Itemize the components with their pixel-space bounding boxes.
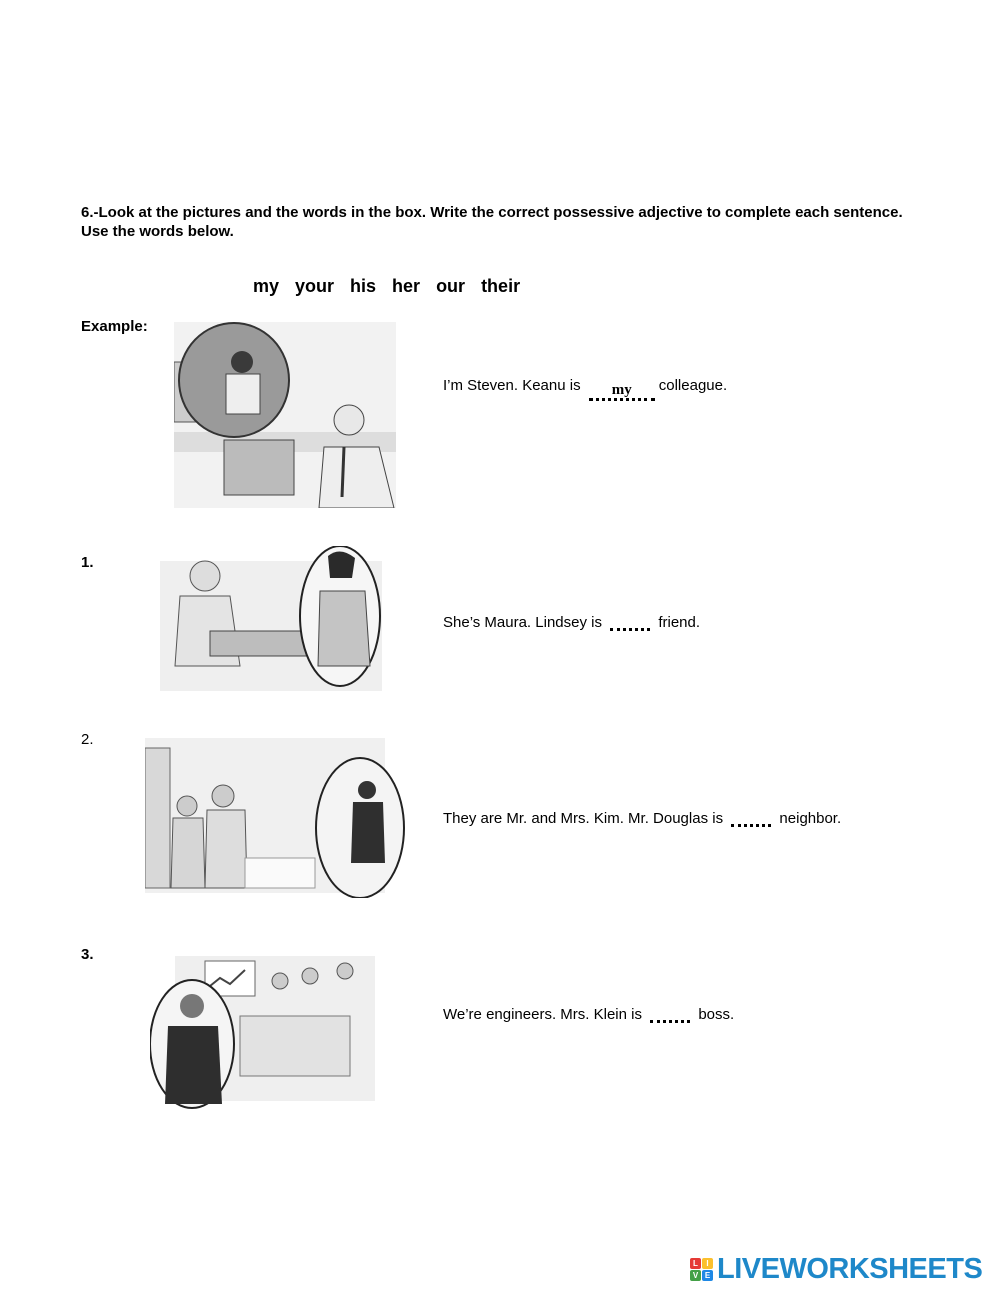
instructions: 6.-Look at the pictures and the words in the box. Write the correct possessive adjective to complete each sentence. Use the words below. (81, 204, 903, 240)
word-bank-item: their (481, 276, 521, 296)
item-label: 1. (81, 554, 94, 571)
word-bank (253, 276, 536, 297)
logo-text: LIVEWORKSHEETS (717, 1252, 983, 1285)
item-2-picture (145, 738, 411, 898)
sentence-text: boss. (698, 1006, 735, 1023)
answer-input[interactable] (731, 808, 771, 827)
word-bank-item: his (350, 276, 377, 296)
example-sentence (443, 377, 727, 401)
logo-icon: L I V E (690, 1258, 713, 1281)
word-bank-item: her (392, 276, 421, 296)
example-picture (174, 322, 396, 508)
answer-input[interactable] (610, 612, 650, 631)
example-label: Example: (81, 318, 148, 335)
answer-blank: my (589, 382, 655, 401)
sentence-text: friend. (658, 614, 701, 631)
sentence-text: They are Mr. and Mrs. Kim. Mr. Douglas is (443, 810, 724, 827)
word-bank-item: our (436, 276, 466, 296)
item-2-sentence (443, 808, 841, 827)
item-1-sentence (443, 612, 700, 631)
item-3-sentence (443, 1004, 734, 1023)
sentence-text: neighbor. (779, 810, 842, 827)
item-label: 2. (81, 731, 94, 748)
sentence-text: She’s Maura. Lindsey is (443, 614, 602, 631)
sentence-text: We’re engineers. Mrs. Klein is (443, 1006, 642, 1023)
item-1-picture (160, 546, 382, 691)
sentence-text: I’m Steven. Keanu is (443, 377, 581, 394)
item-3-picture (150, 956, 375, 1110)
item-label: 3. (81, 946, 94, 963)
word-bank-item: your (295, 276, 335, 296)
liveworksheets-logo (690, 1253, 982, 1285)
word-bank-item: my (253, 276, 280, 296)
answer-input[interactable] (650, 1004, 690, 1023)
sentence-text: colleague. (658, 377, 728, 394)
